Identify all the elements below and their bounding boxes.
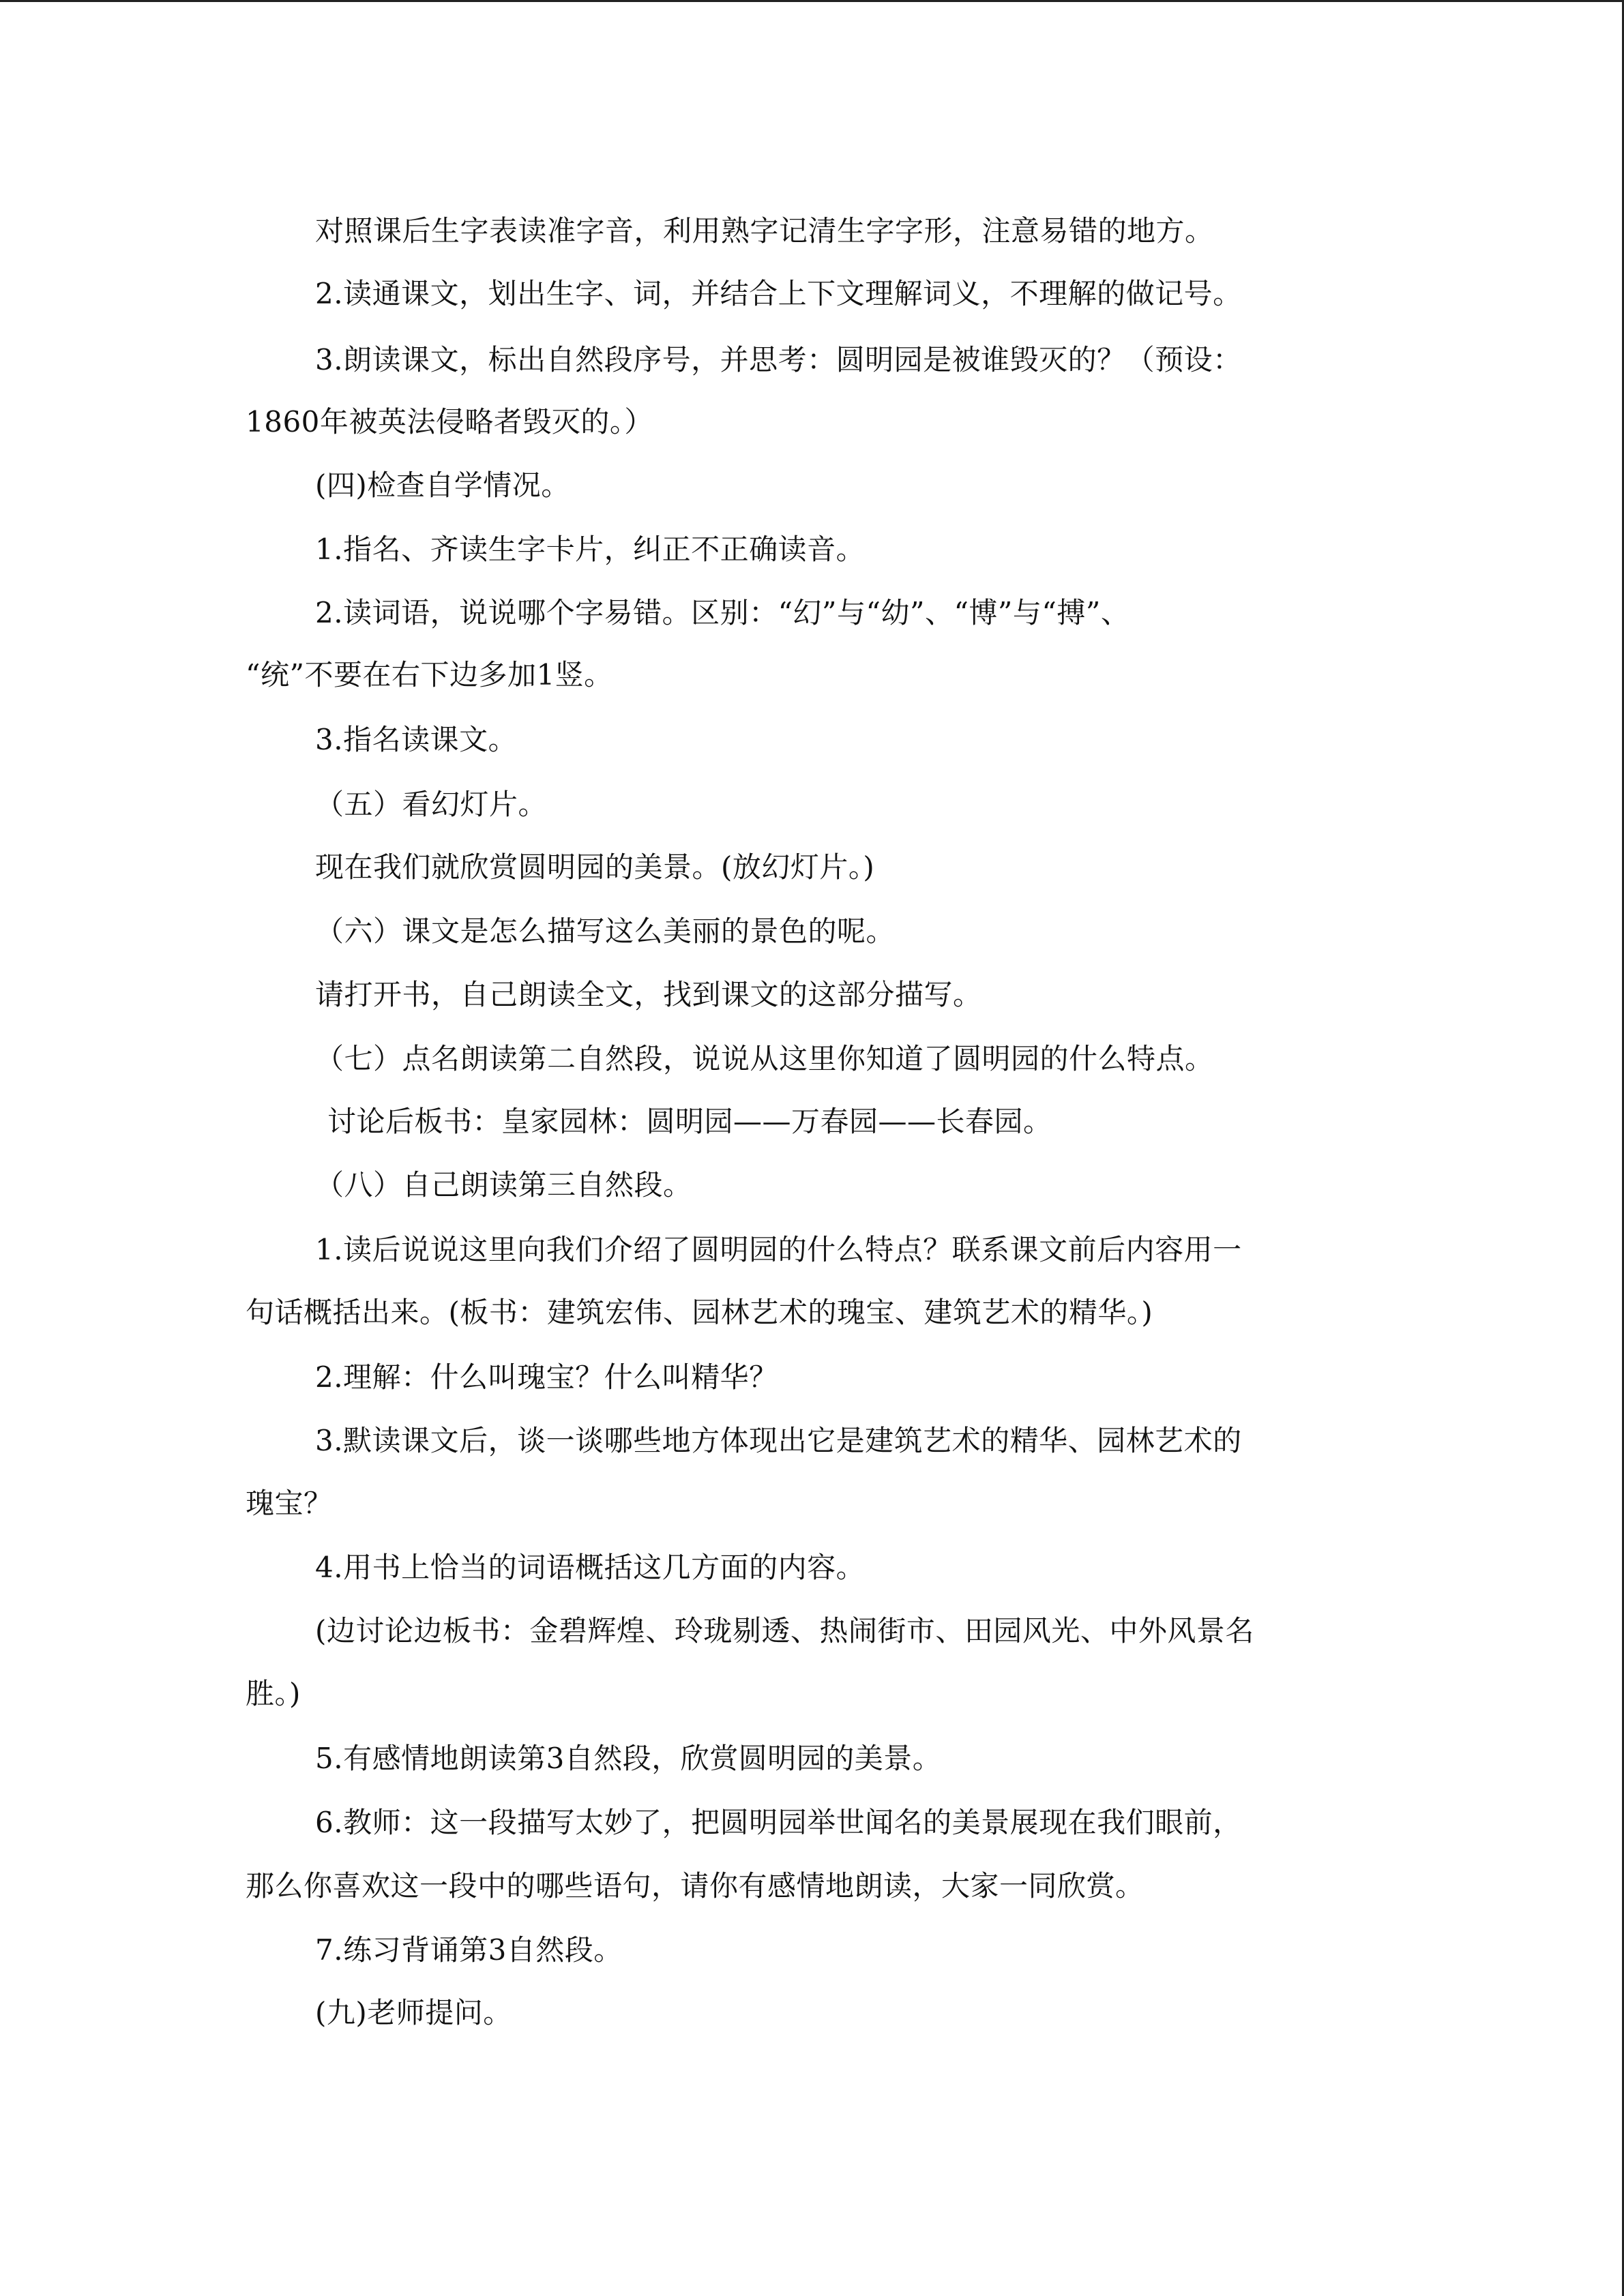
text-line: 2.理解：什么叫瑰宝？什么叫精华？ [315, 1360, 778, 1394]
text-line: 3.朗读课文，标出自然段序号，并思考：圆明园是被谁毁灭的？（预设： [315, 343, 1242, 376]
text-line: 胜。) [246, 1677, 301, 1710]
text-line: 3.指名读课文。 [315, 723, 518, 756]
text-line: 2.读词语，说说哪个字易错。区别：“幻”与“幼”、“博”与“搏”、 [315, 596, 1130, 629]
section-heading: （七）点名朗读第二自然段，说说从这里你知道了圆明园的什么特点。 [315, 1042, 1214, 1075]
text-line: 对照课后生字表读准字音，利用熟字记清生字字形，注意易错的地方。 [315, 214, 1214, 248]
text-line: 1.指名、齐读生字卡片，纠正不正确读音。 [315, 533, 866, 566]
text-line: “统”不要在右下边多加1竖。 [246, 658, 613, 691]
section-heading: （六）课文是怎么描写这么美丽的景色的呢。 [315, 914, 896, 948]
section-heading: （五）看幻灯片。 [315, 788, 548, 821]
text-line: 句话概括出来。(板书：建筑宏伟、园林艺术的瑰宝、建筑艺术的精华。) [246, 1296, 1153, 1329]
section-heading: (九)老师提问。 [315, 1996, 512, 2029]
text-line: 现在我们就欣赏圆明园的美景。(放幻灯片。) [315, 850, 875, 884]
text-line: 那么你喜欢这一段中的哪些语句，请你有感情地朗读，大家一同欣赏。 [246, 1869, 1145, 1903]
text-line: 1860年被英法侵略者毁灭的。） [246, 405, 653, 438]
text-line: 1.读后说说这里向我们介绍了圆明园的什么特点？联系课文前后内容用一 [315, 1233, 1242, 1266]
text-line: 5.有感情地朗读第3自然段，欣赏圆明园的美景。 [315, 1742, 942, 1775]
text-line: 4.用书上恰当的词语概括这几方面的内容。 [315, 1551, 866, 1584]
text-line: 7.练习背诵第3自然段。 [315, 1933, 623, 1967]
text-line: 请打开书，自己朗读全文，找到课文的这部分描写。 [315, 978, 982, 1011]
section-heading: （八）自己朗读第三自然段。 [315, 1168, 692, 1202]
section-heading: (四)检查自学情况。 [315, 468, 570, 502]
text-line: 3.默读课文后，谈一谈哪些地方体现出它是建筑艺术的精华、园林艺术的 [315, 1424, 1242, 1457]
text-line: 2.读通课文，划出生字、词，并结合上下文理解词义，不理解的做记号。 [315, 277, 1242, 310]
text-line: 6.教师：这一段描写太妙了，把圆明园举世闻名的美景展现在我们眼前， [315, 1806, 1242, 1839]
text-line: 讨论后板书：皇家园林：圆明园——万春园——长春园。 [327, 1105, 1052, 1138]
text-line: (边讨论边板书：金碧辉煌、玲珑剔透、热闹街市、田园风光、中外风景名 [315, 1614, 1254, 1648]
text-line: 瑰宝？ [246, 1487, 333, 1520]
